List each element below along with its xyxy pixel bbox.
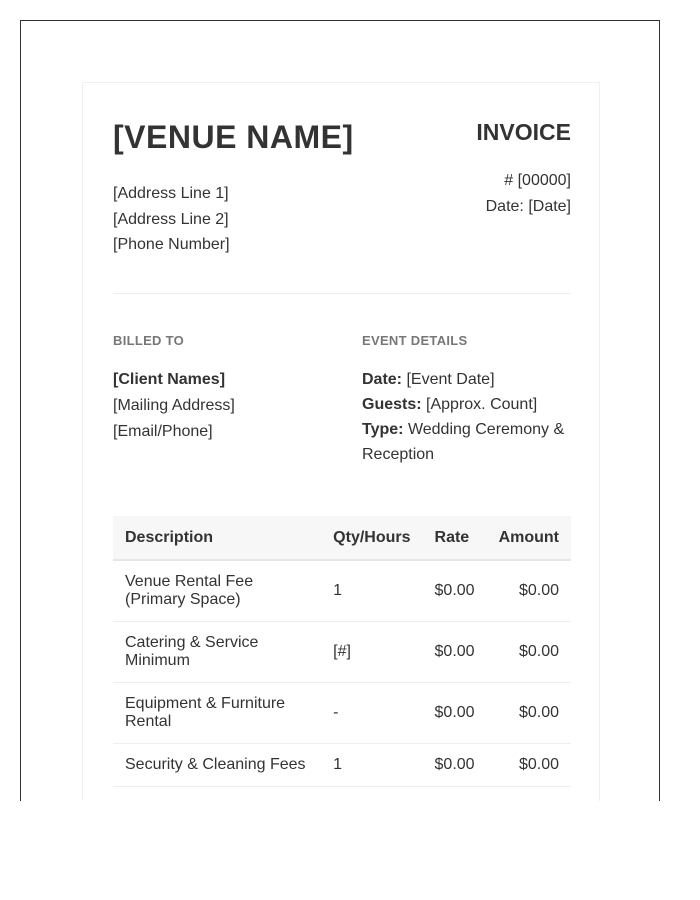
line-items-table	[113, 516, 571, 787]
venue-address	[113, 181, 230, 258]
row-rate: $0.00	[423, 621, 487, 682]
venue-name: [VENUE NAME]	[113, 119, 354, 155]
event-date-line	[362, 367, 574, 392]
row-qty: -	[321, 682, 422, 743]
invoice-number: # [00000]	[504, 172, 571, 189]
billed-to-label: BILLED TO	[113, 333, 185, 348]
table-header-row	[113, 516, 571, 560]
row-description: Catering & Service Minimum	[113, 621, 321, 682]
header-rate: Rate	[423, 516, 487, 560]
event-type-line	[362, 417, 574, 467]
billed-to-block	[113, 367, 235, 445]
email-phone: [Email/Phone]	[113, 423, 213, 440]
event-type-label: Type:	[362, 421, 404, 438]
event-guests-line	[362, 392, 574, 417]
table-row	[113, 621, 571, 682]
invoice-date: Date: [Date]	[485, 198, 571, 215]
event-details-label: EVENT DETAILS	[362, 333, 468, 348]
row-rate: $0.00	[423, 560, 487, 621]
row-amount: $0.00	[487, 621, 571, 682]
client-names: [Client Names]	[113, 371, 226, 388]
event-type-value: Wedding Ceremony & Reception	[362, 421, 565, 463]
row-qty: 1	[321, 560, 422, 621]
event-guests-label: Guests:	[362, 396, 422, 413]
row-qty: [#]	[321, 621, 422, 682]
event-details-block	[362, 367, 574, 467]
table-row	[113, 560, 571, 621]
invoice-meta	[486, 168, 571, 220]
address-line-2: [Address Line 2]	[113, 210, 229, 228]
table-row	[113, 743, 571, 786]
row-qty: 1	[321, 743, 422, 786]
row-rate: $0.00	[423, 682, 487, 743]
invoice-title: INVOICE	[476, 119, 571, 145]
table-row	[113, 682, 571, 743]
row-amount: $0.00	[487, 682, 571, 743]
event-date-value: [Event Date]	[406, 371, 495, 388]
address-line-1: [Address Line 1]	[113, 185, 229, 202]
header-description: Description	[113, 516, 321, 560]
row-description: Venue Rental Fee (Primary Space)	[113, 560, 321, 621]
event-date-label: Date:	[362, 371, 403, 388]
row-description: Security & Cleaning Fees	[113, 743, 321, 786]
header-amount: Amount	[487, 516, 571, 560]
event-guests-value: [Approx. Count]	[426, 396, 538, 413]
header-divider	[113, 293, 571, 294]
document-frame	[20, 20, 660, 801]
row-amount: $0.00	[487, 743, 571, 786]
invoice-sheet	[82, 82, 600, 801]
row-rate: $0.00	[423, 743, 487, 786]
header-qty: Qty/Hours	[321, 516, 422, 560]
mailing-address: [Mailing Address]	[113, 397, 235, 414]
phone-number: [Phone Number]	[113, 236, 230, 253]
row-description: Equipment & Furniture Rental	[113, 682, 321, 743]
row-amount: $0.00	[487, 560, 571, 621]
